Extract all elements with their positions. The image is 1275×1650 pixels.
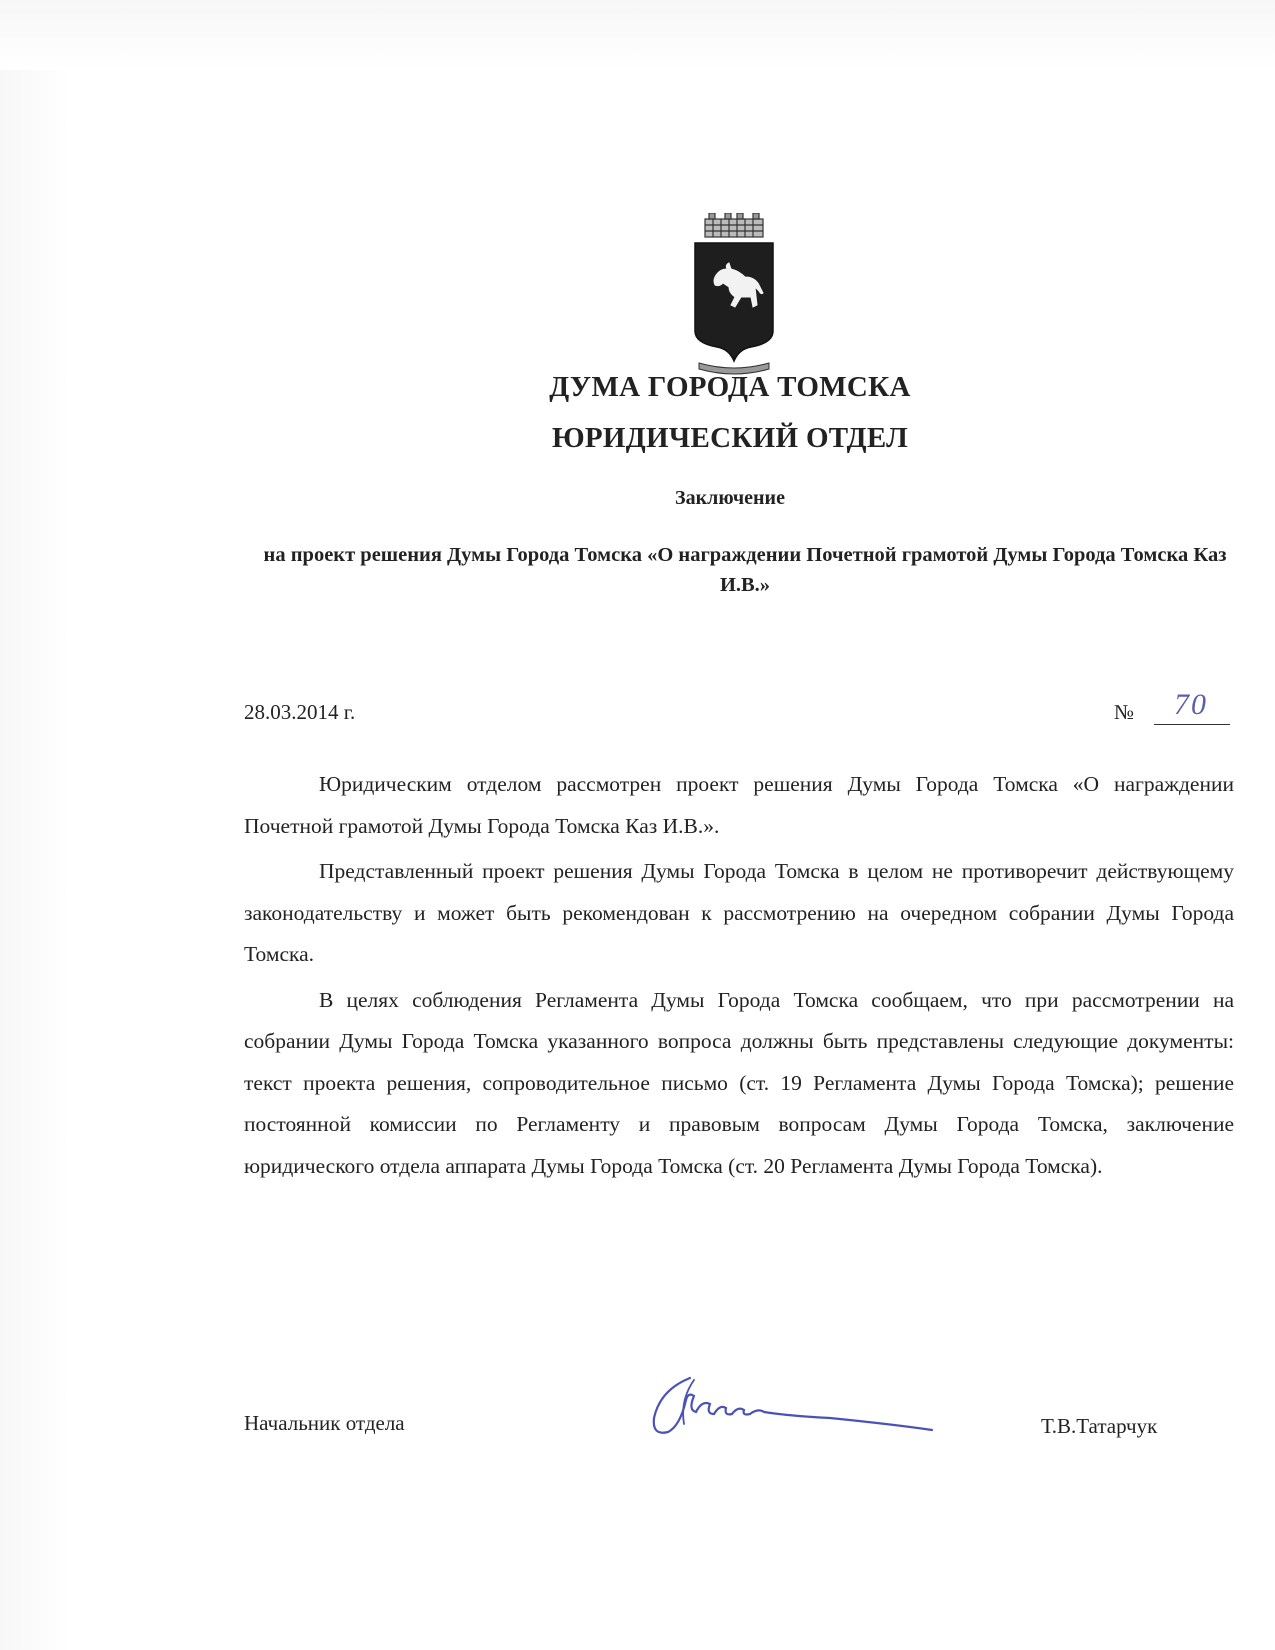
- handwritten-signature-icon: [650, 1370, 960, 1450]
- document-type: Заключение: [675, 487, 785, 509]
- document-body: [244, 764, 1234, 1191]
- organization-title: ДУМА ГОРОДА ТОМСКА: [549, 371, 911, 403]
- number-label: №: [1114, 700, 1135, 724]
- scan-shadow-left: [0, 0, 70, 1650]
- number-underline: [1154, 724, 1230, 725]
- paragraph: Представленный проект решения Думы Города Томска в целом не противоречит действующему законодательству и может быть рекомендован к рассмотрению на очередном собрании Думы Города Томска.: [244, 859, 1234, 966]
- department-title: ЮРИДИЧЕСКИЙ ОТДЕЛ: [551, 422, 909, 454]
- document-number: [1114, 688, 1234, 728]
- coat-of-arms-icon: [691, 213, 777, 377]
- paragraph: В целях соблюдения Регламента Думы Города Томска сообщаем, что при рассмотрении на собрании Думы Города Томска указанного вопроса должны быть представлены следующие документы: текст проекта решения, сопроводительное письмо (ст. 19 Регламента Думы Города Томска); решение постоянной комиссии по Регламенту и правовым вопросам Думы Города Томска, заключение юридического отдела аппарата Думы Города Томска (ст. 20 Регламента Думы Города Томска).: [244, 987, 1234, 1178]
- paragraph: Юридическим отделом рассмотрен проект решения Думы Города Томска «О награждении Почетной грамотой Думы Города Томска Каз И.В.».: [244, 772, 1234, 838]
- signer-name: Т.В.Татарчук: [1041, 1414, 1158, 1438]
- signer-title: Начальник отдела: [244, 1411, 405, 1435]
- scan-shadow-top: [0, 0, 1275, 70]
- document-subject: на проект решения Думы Города Томска «О награждении Почетной грамотой Думы Города Томска Каз И.В.»: [263, 544, 1227, 596]
- document-date: 28.03.2014 г.: [244, 700, 356, 724]
- number-value: 70: [1174, 688, 1208, 721]
- crown-icon: [705, 213, 763, 237]
